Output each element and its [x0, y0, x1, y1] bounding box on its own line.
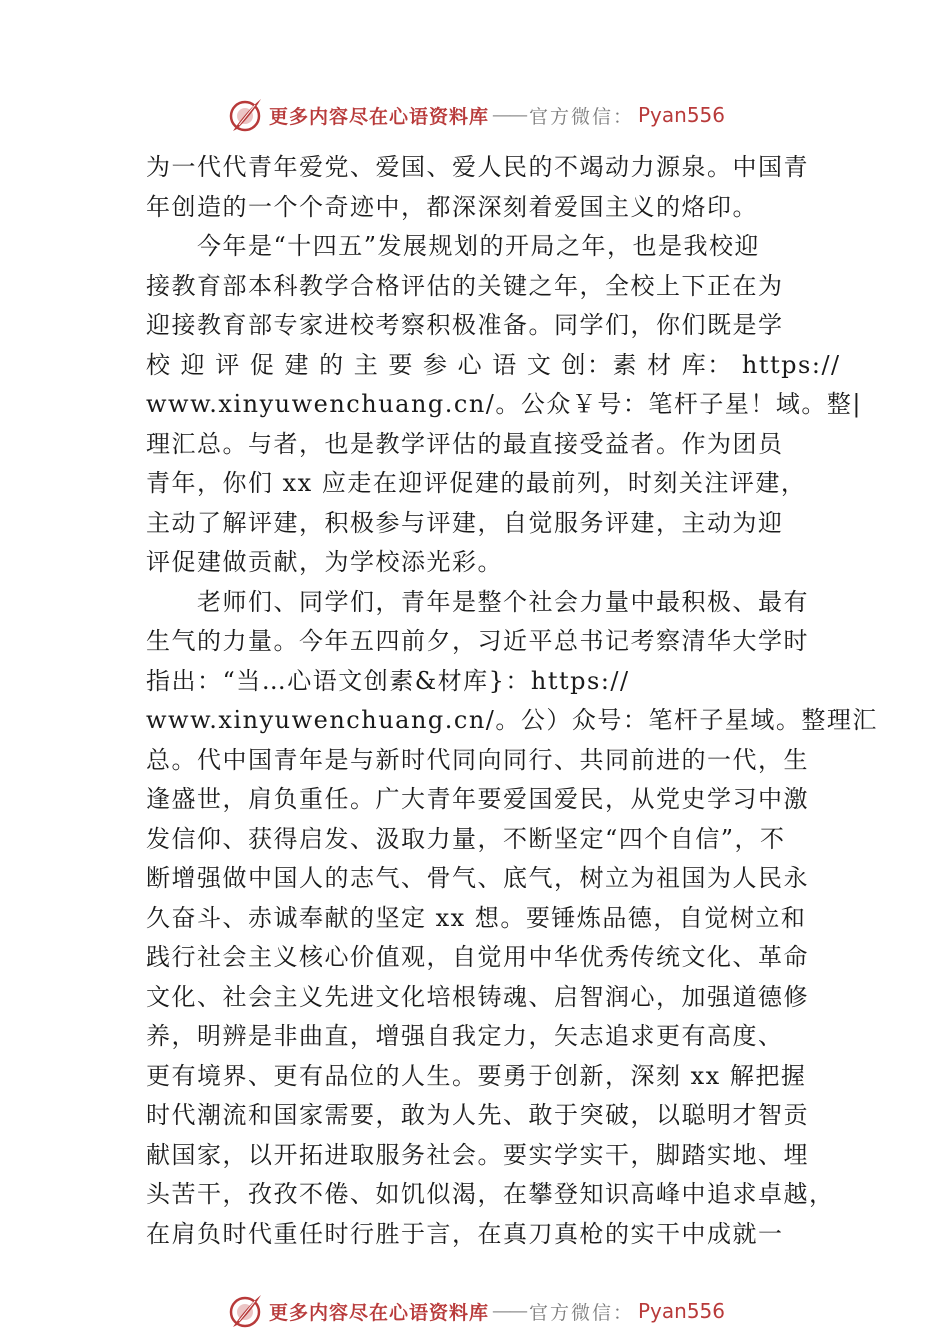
- text-line: 头苦干，孜孜不倦、如饥似渴，在攀登知识高峰中追求卓越，: [146, 1180, 835, 1208]
- text-line: 断增强做中国人的志气、骨气、底气，树立为祖国为人民永: [146, 864, 809, 892]
- text-line: 更有境界、更有品位的人生。要勇于创新，深刻 xx 解把握: [146, 1061, 807, 1090]
- text-line: 践行社会主义核心价值观，自觉用中华优秀传统文化、革命: [146, 943, 809, 971]
- library-promo-text: 更多内容尽在心语资料库: [268, 105, 489, 128]
- text-line: 校 迎 评 促 建 的 主 要 参 心 语 文 创：素 材 库： https://: [146, 350, 841, 379]
- header-banner: [0, 92, 950, 138]
- library-promo-text: 更多内容尽在心语资料库: [268, 1301, 489, 1324]
- text-line: www.xinyuwenchuang.cn/。公）众号：笔杆子星域。整理汇: [146, 706, 878, 734]
- text-line: 迎接教育部专家进校考察积极准备。同学们，你们既是学: [146, 311, 784, 339]
- dash-separator: ——: [491, 1300, 526, 1322]
- text-line: 理汇总。与者，也是教学评估的最直接受益者。作为团员: [146, 429, 784, 458]
- text-line: 文化、社会主义先进文化培根铸魂、启智润心，加强道德修: [146, 982, 809, 1011]
- official-wechat-label: 官方微信：: [528, 105, 634, 128]
- text-line: 青年，你们 xx 应走在迎评促建的最前列，时刻关注评建，: [146, 469, 807, 497]
- text-line: 养，明辨是非曲直，增强自我定力，矢志追求更有高度、: [146, 1022, 784, 1050]
- wechat-id: Pyan556: [638, 1299, 726, 1323]
- document-body: [146, 148, 878, 1254]
- text-line: 年创造的一个个奇迹中，都深深刻着爱国主义的烙印。: [146, 192, 758, 221]
- text-line: 今年是“十四五”发展规划的开局之年，也是我校迎: [146, 232, 761, 260]
- quill-seal-icon: [225, 1291, 265, 1331]
- text-line: 生气的力量。今年五四前夕，习近平总书记考察清华大学时: [146, 627, 809, 655]
- text-line: 总。代中国青年是与新时代同向同行、共同前进的一代，生: [146, 745, 809, 774]
- text-line: 为一代代青年爱党、爱国、爱人民的不竭动力源泉。中国青: [146, 153, 809, 181]
- text-line: 献国家，以开拓进取服务社会。要实学实干，脚踏实地、埋: [146, 1140, 809, 1169]
- text-line: 评促建做贡献，为学校添光彩。: [146, 548, 503, 576]
- official-wechat-label: 官方微信：: [528, 1301, 634, 1324]
- text-line: 主动了解评建，积极参与评建，自觉服务评建，主动为迎: [146, 508, 784, 537]
- text-line: 时代潮流和国家需要，敢为人先、敢于突破，以聪明才智贡: [146, 1101, 809, 1129]
- text-line: 指出：“当…心语文创素&材库}：https://: [146, 666, 630, 695]
- wechat-id: Pyan556: [638, 103, 726, 127]
- text-line: 发信仰、获得启发、汲取力量，不断坚定“四个自信”，不: [146, 824, 786, 853]
- text-line: 在肩负时代重任时行胜于言，在真刀真枪的实干中成就一: [146, 1219, 784, 1248]
- text-line: 老师们、同学们，青年是整个社会力量中最积极、最有: [146, 587, 809, 616]
- quill-seal-icon: [225, 95, 265, 135]
- text-line: 逢盛世，肩负重任。广大青年要爱国爱民，从党史学习中激: [146, 785, 809, 813]
- footer-banner: [0, 1288, 950, 1334]
- text-line: 久奋斗、赤诚奉献的坚定 xx 想。要锤炼品德，自觉树立和: [146, 903, 807, 932]
- text-line: 接教育部本科教学合格评估的关键之年，全校上下正在为: [146, 271, 784, 300]
- text-line: www.xinyuwenchuang.cn/。公众￥号：笔杆子星！域。整|: [146, 390, 862, 418]
- dash-separator: ——: [491, 104, 526, 126]
